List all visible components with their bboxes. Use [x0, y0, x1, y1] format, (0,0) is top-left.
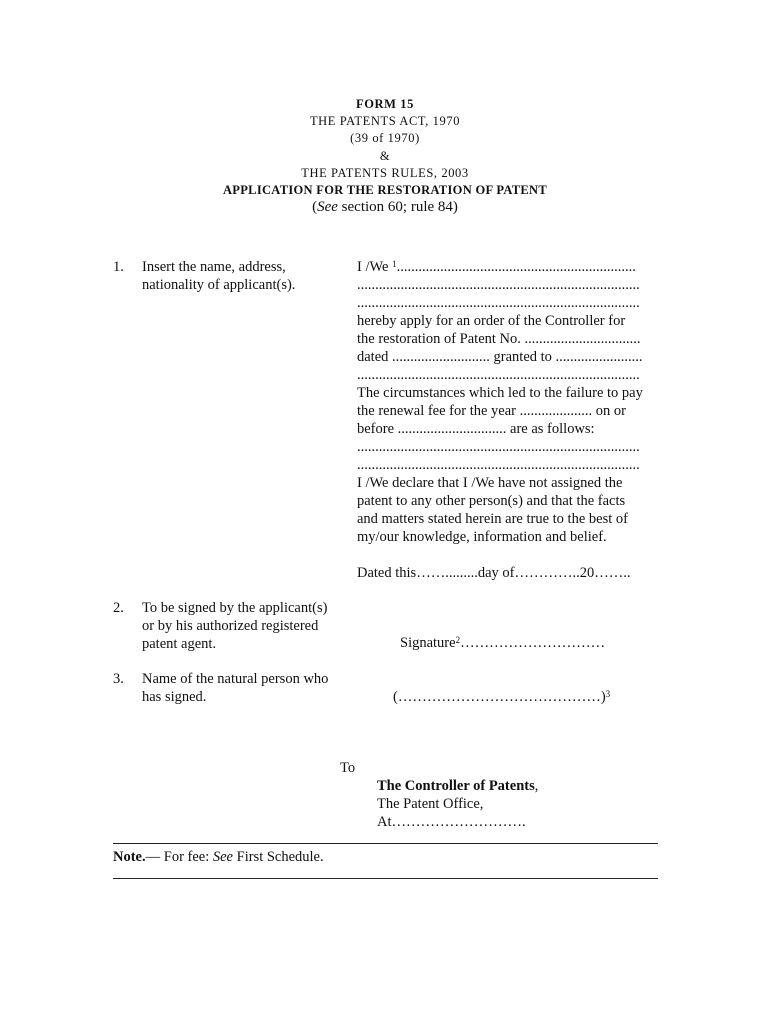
- footnote-3: 3: [605, 689, 611, 699]
- dots-line-3[interactable]: ..............................................................................: [357, 367, 640, 383]
- item-2-label-line-1: To be signed by the applicant(s): [142, 600, 328, 616]
- applicant-name-field[interactable]: [357, 258, 636, 276]
- act-number: (39 of 1970): [350, 131, 420, 145]
- iwe-text: I /We: [357, 259, 389, 275]
- declaration-line-1: I /We declare that I /We have not assigned the: [357, 475, 623, 491]
- note-dash: — For fee:: [145, 849, 213, 865]
- form-number: FORM 15: [355, 97, 414, 111]
- item-3-label-line-1: Name of the natural person who: [142, 671, 329, 687]
- item-2-number: 2.: [113, 600, 124, 616]
- item-1-label-line-2: nationality of applicant(s).: [142, 277, 296, 293]
- ampersand: &: [379, 149, 391, 163]
- address-line-1[interactable]: ..............................................................................: [357, 277, 640, 293]
- signature-dots: …………………………: [460, 635, 606, 651]
- apply-line-1: hereby apply for an order of the Controller for: [357, 313, 626, 329]
- item-1-label-line-1: Insert the name, address,: [142, 259, 286, 275]
- controller-comma: ,: [534, 778, 539, 794]
- before-date-field[interactable]: before .............................. are as follows:: [357, 421, 595, 437]
- address-office: The Patent Office,: [377, 796, 484, 812]
- footnote-1: 1: [392, 259, 397, 269]
- declaration-line-4: my/our knowledge, information and belief.: [357, 529, 607, 545]
- dated-granted-field[interactable]: dated ........................... granted to ........................: [357, 349, 643, 365]
- item-3-label-line-2: has signed.: [142, 689, 207, 705]
- declaration-line-3: and matters stated herein are true to the best of: [357, 511, 628, 527]
- signature-label: Signature: [400, 635, 456, 651]
- address-line-2[interactable]: ..............................................................................: [357, 295, 640, 311]
- note-rest: First Schedule.: [233, 849, 324, 865]
- circumstances-line-5[interactable]: ..............................................................................: [357, 457, 640, 473]
- address-at-field[interactable]: At……………………….: [377, 814, 526, 830]
- controller-name: The Controller of Patents: [377, 778, 535, 794]
- signer-name-field[interactable]: [393, 688, 610, 706]
- form-title: APPLICATION FOR THE RESTORATION OF PATENT: [222, 183, 548, 197]
- address-to: To: [340, 760, 356, 776]
- iwe-dots: ..................................................................: [396, 259, 636, 275]
- dated-this-field[interactable]: Dated this…….........day of…………..20……..: [357, 565, 631, 581]
- circumstances-line-4[interactable]: ..............................................................................: [357, 439, 640, 455]
- section-reference: [0, 199, 770, 216]
- item-3-number: 3.: [113, 671, 124, 687]
- note-rule-bottom: [113, 878, 658, 879]
- item-1-number: 1.: [113, 259, 124, 275]
- signature-field[interactable]: [400, 634, 605, 652]
- patent-number-field[interactable]: the restoration of Patent No. ................................: [357, 331, 641, 347]
- footnote-2: 2: [455, 635, 461, 645]
- renewal-year-field[interactable]: the renewal fee for the year .................... on or: [357, 403, 626, 419]
- see-rest: section 60; rule 84): [337, 199, 458, 215]
- item-2-label-line-2: or by his authorized registered: [142, 618, 319, 634]
- address-controller: [377, 777, 538, 795]
- see-open: (: [312, 199, 318, 215]
- item-2-label-line-3: patent agent.: [142, 636, 217, 652]
- signer-name-paren: (……………………………………): [393, 689, 606, 705]
- fee-note: [113, 848, 324, 866]
- rules-title: THE PATENTS RULES, 2003: [301, 166, 469, 180]
- circumstances-line-1: The circumstances which led to the failure to pay: [357, 385, 643, 401]
- see-word: See: [317, 199, 338, 215]
- act-title: THE PATENTS ACT, 1970: [309, 114, 461, 128]
- declaration-line-2: patent to any other person(s) and that the facts: [357, 493, 626, 509]
- note-label: Note.: [113, 849, 146, 865]
- note-rule-top: [113, 843, 658, 844]
- note-see: See: [212, 849, 233, 865]
